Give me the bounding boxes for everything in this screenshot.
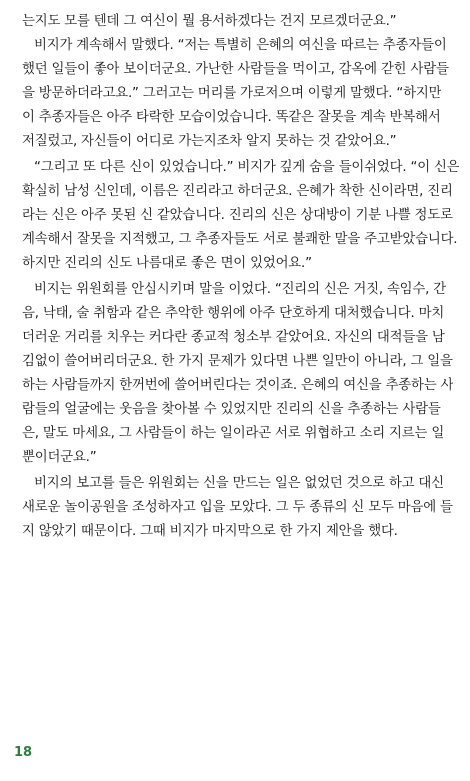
text-line: “그리고 또 다른 신이 있었습니다.” 비지가 깊게 숨을 들이쉬었다. “이 신은	[34, 160, 460, 175]
text-line: 음, 낙태, 술 취함과 같은 추악한 행위에 아주 단호하게 대처했습니다. 마치	[22, 306, 445, 321]
text-line: 비지가 계속해서 말했다. “저는 특별히 은혜의 여신을 따르는 추종자들이	[34, 38, 447, 53]
text-line: 뿐이더군요.”	[22, 450, 97, 465]
text-line: 확실히 남성 신인데, 이름은 진리라고 하더군요. 은혜가 착한 신이라면, 진리	[22, 184, 453, 199]
text-line: 했던 일들이 좋아 보이더군요. 가난한 사람들을 먹이고, 감옥에 갇힌 사람들	[22, 62, 449, 77]
text-line: 비지는 위원회를 안심시키며 말을 이었다. “진리의 신은 거짓, 속임수, 간	[34, 282, 447, 297]
text-line: 은, 말도 마세요, 그 사람들이 하는 일이라곤 서로 위협하고 소리 지르는 일	[22, 426, 445, 441]
text-line: 김없이 쓸어버리더군요. 한 가지 문제가 있다면 나쁜 일만이 아니라, 그 일을	[22, 354, 453, 369]
text-line: 라는 신은 아주 못된 신 같았습니다. 진리의 신은 상대방이 기분 나쁠 정도로	[22, 208, 453, 223]
text-line: 람들의 얼굴에는 웃음을 찾아볼 수 있었지만 진리의 신을 추종하는 사람들	[22, 402, 441, 417]
text-line: 새로운 놀이공원을 조성하자고 입을 모았다. 그 두 종류의 신 모두 마음에 들	[22, 500, 453, 515]
text-line: 하는 사람들까지 한꺼번에 쓸어버린다는 것이죠. 은혜의 여신을 추종하는 사	[22, 378, 454, 393]
text-line: 는지도 모를 텐데 그 여신이 뭘 용서하겠다는 건지 모르겠더군요.”	[22, 14, 397, 29]
page-number: 18	[14, 745, 33, 760]
text-line: 더러운 거리를 치우는 커다란 종교적 청소부 같았어요. 자신의 대적들을 남	[22, 330, 445, 345]
text-line: 을 방문하더라고요.” 그러고는 머리를 가로저으며 이렇게 말했다. “하지만	[22, 86, 442, 101]
text-line: 계속해서 잘못을 지적했고, 그 추종자들도 서로 불쾌한 말을 주고받았습니다.	[22, 232, 458, 247]
text-line: 하지만 진리의 신도 나름대로 좋은 면이 있었어요.”	[22, 256, 312, 271]
text-line: 저질렀고, 자신들이 어디로 가는지조차 알지 못하는 것 같았어요.”	[22, 134, 397, 149]
text-line: 지 않았기 때문이다. 그때 비지가 마지막으로 한 가지 제안을 했다.	[22, 524, 398, 539]
text-line: 이 추종자들은 아주 타락한 모습이었습니다. 똑같은 잘못을 계속 반복해서	[22, 110, 441, 125]
text-line: 비지의 보고를 들은 위원회는 신을 만드는 일은 없었던 것으로 하고 대신	[34, 476, 444, 491]
